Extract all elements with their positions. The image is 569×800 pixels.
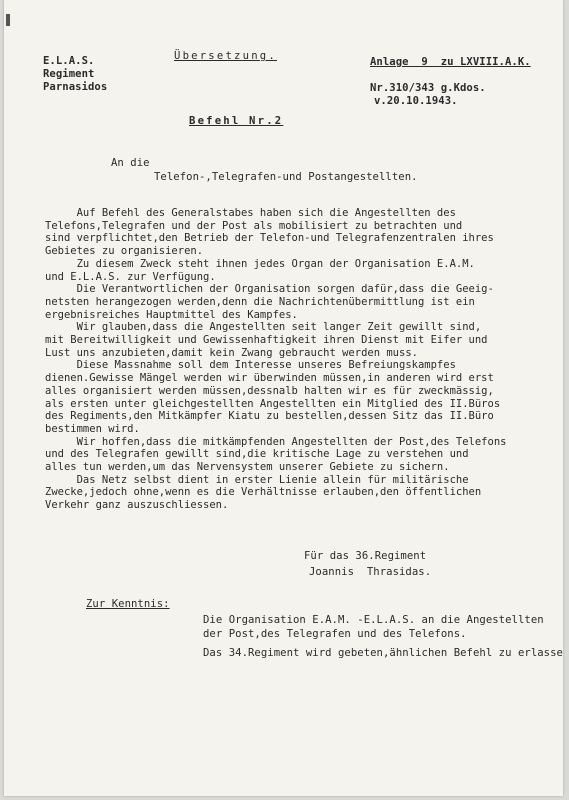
signature-name: Joannis Thrasidas. <box>309 566 432 578</box>
order-body <box>45 207 565 512</box>
body-line: bestimmen wird. <box>45 422 140 435</box>
reference-date: v.20.10.1943. <box>374 95 458 107</box>
body-line: und des Telegrafen gewillt sind,die kritische Lage zu verstehen und <box>45 448 469 461</box>
body-line: Verkehr ganz auszuschliessen. <box>45 499 229 512</box>
body-line: alles organisiert werden müssen,dessnalb halten wir es für zweckmässig, <box>45 384 494 397</box>
notice-line-1: Die Organisation E.A.M. -E.L.A.S. an die Angestellten <box>203 614 544 626</box>
body-line: Lust uns anzubieten,damit kein Zwang gebraucht werden muss. <box>45 346 418 359</box>
body-line: alles tun werden,um das Nervensystem unserer Gebiete zu sichern. <box>45 461 450 474</box>
body-line: Zwecke,jedoch ohne,wenn es die Verhältnisse erlauben,den öffentlichen <box>45 486 482 499</box>
unit-line-2: Regiment <box>43 68 95 80</box>
body-line: Das Netz selbst dient in erster Lienie allein für militärische <box>45 473 469 486</box>
body-line: netsten herangezogen werden,denn die Nachrichtenübermittlung ist ein <box>45 295 475 308</box>
notice-line-3: Das 34.Regiment wird gebeten,ähnlichen Befehl zu erlasse <box>203 647 563 659</box>
edge-mark <box>6 14 10 26</box>
unit-line-1: E.L.A.S. <box>43 55 95 67</box>
body-line: mit Bereitwilligkeit und Gewissenhaftigkeit ihren Dienst mit Eifer und <box>45 334 488 347</box>
notice-line-2: der Post,des Telegrafen und des Telefons. <box>203 628 467 640</box>
reference-number: Nr.310/343 g.Kdos. <box>370 82 486 94</box>
signature-unit: Für das 36.Regiment <box>304 550 427 562</box>
body-line: Die Verantwortlichen der Organisation sorgen dafür,dass die Geeig- <box>45 283 494 296</box>
body-line: Wir hoffen,dass die mitkämpfenden Angestellten der Post,des Telefons <box>45 435 507 448</box>
body-line: und E.L.A.S. zur Verfügung. <box>45 270 216 283</box>
translation-title: Übersetzung. <box>174 50 277 62</box>
addressee-line-2: Telefon-,Telegrafen-und Postangestellten. <box>154 171 418 183</box>
body-line: Telefons,Telegrafen und der Post als mobilisiert zu betrachten und <box>45 219 463 232</box>
annex-reference: Anlage 9 zu LXVIII.A.K. <box>370 56 531 68</box>
body-line: Auf Befehl des Generalstabes haben sich die Angestellten des <box>45 207 456 219</box>
body-line: Zu diesem Zweck steht ihnen jedes Organ der Organisation E.A.M. <box>45 257 475 270</box>
body-line: des Regiments,den Mitkämpfer Kiatu zu bestellen,dessen Sitz das II.Büro <box>45 410 494 423</box>
body-line: als ersten unter gleichgestellten Angestellten ein Mitglied des II.Büros <box>45 397 501 410</box>
addressee-line-1: An die <box>111 157 150 169</box>
body-line: Wir glauben,dass die Angestellten seit langer Zeit gewillt sind, <box>45 321 482 334</box>
body-line: Diese Massnahme soll dem Interesse unseres Befreiungskampfes <box>45 359 456 372</box>
document-page <box>4 0 563 796</box>
body-line: Gebietes zu organisieren. <box>45 245 204 258</box>
body-line: ergebnisreiches Hauptmittel des Kampfes. <box>45 308 298 321</box>
unit-line-3: Parnasidos <box>43 81 108 93</box>
order-title: Befehl Nr.2 <box>189 115 284 127</box>
notice-heading: Zur Kenntnis: <box>86 598 170 610</box>
body-line: sind verpflichtet,den Betrieb der Telefon-und Telegrafenzentralen ihres <box>45 232 494 245</box>
body-line: dienen.Gewisse Mängel werden wir überwinden müssen,in anderen wird erst <box>45 372 494 385</box>
